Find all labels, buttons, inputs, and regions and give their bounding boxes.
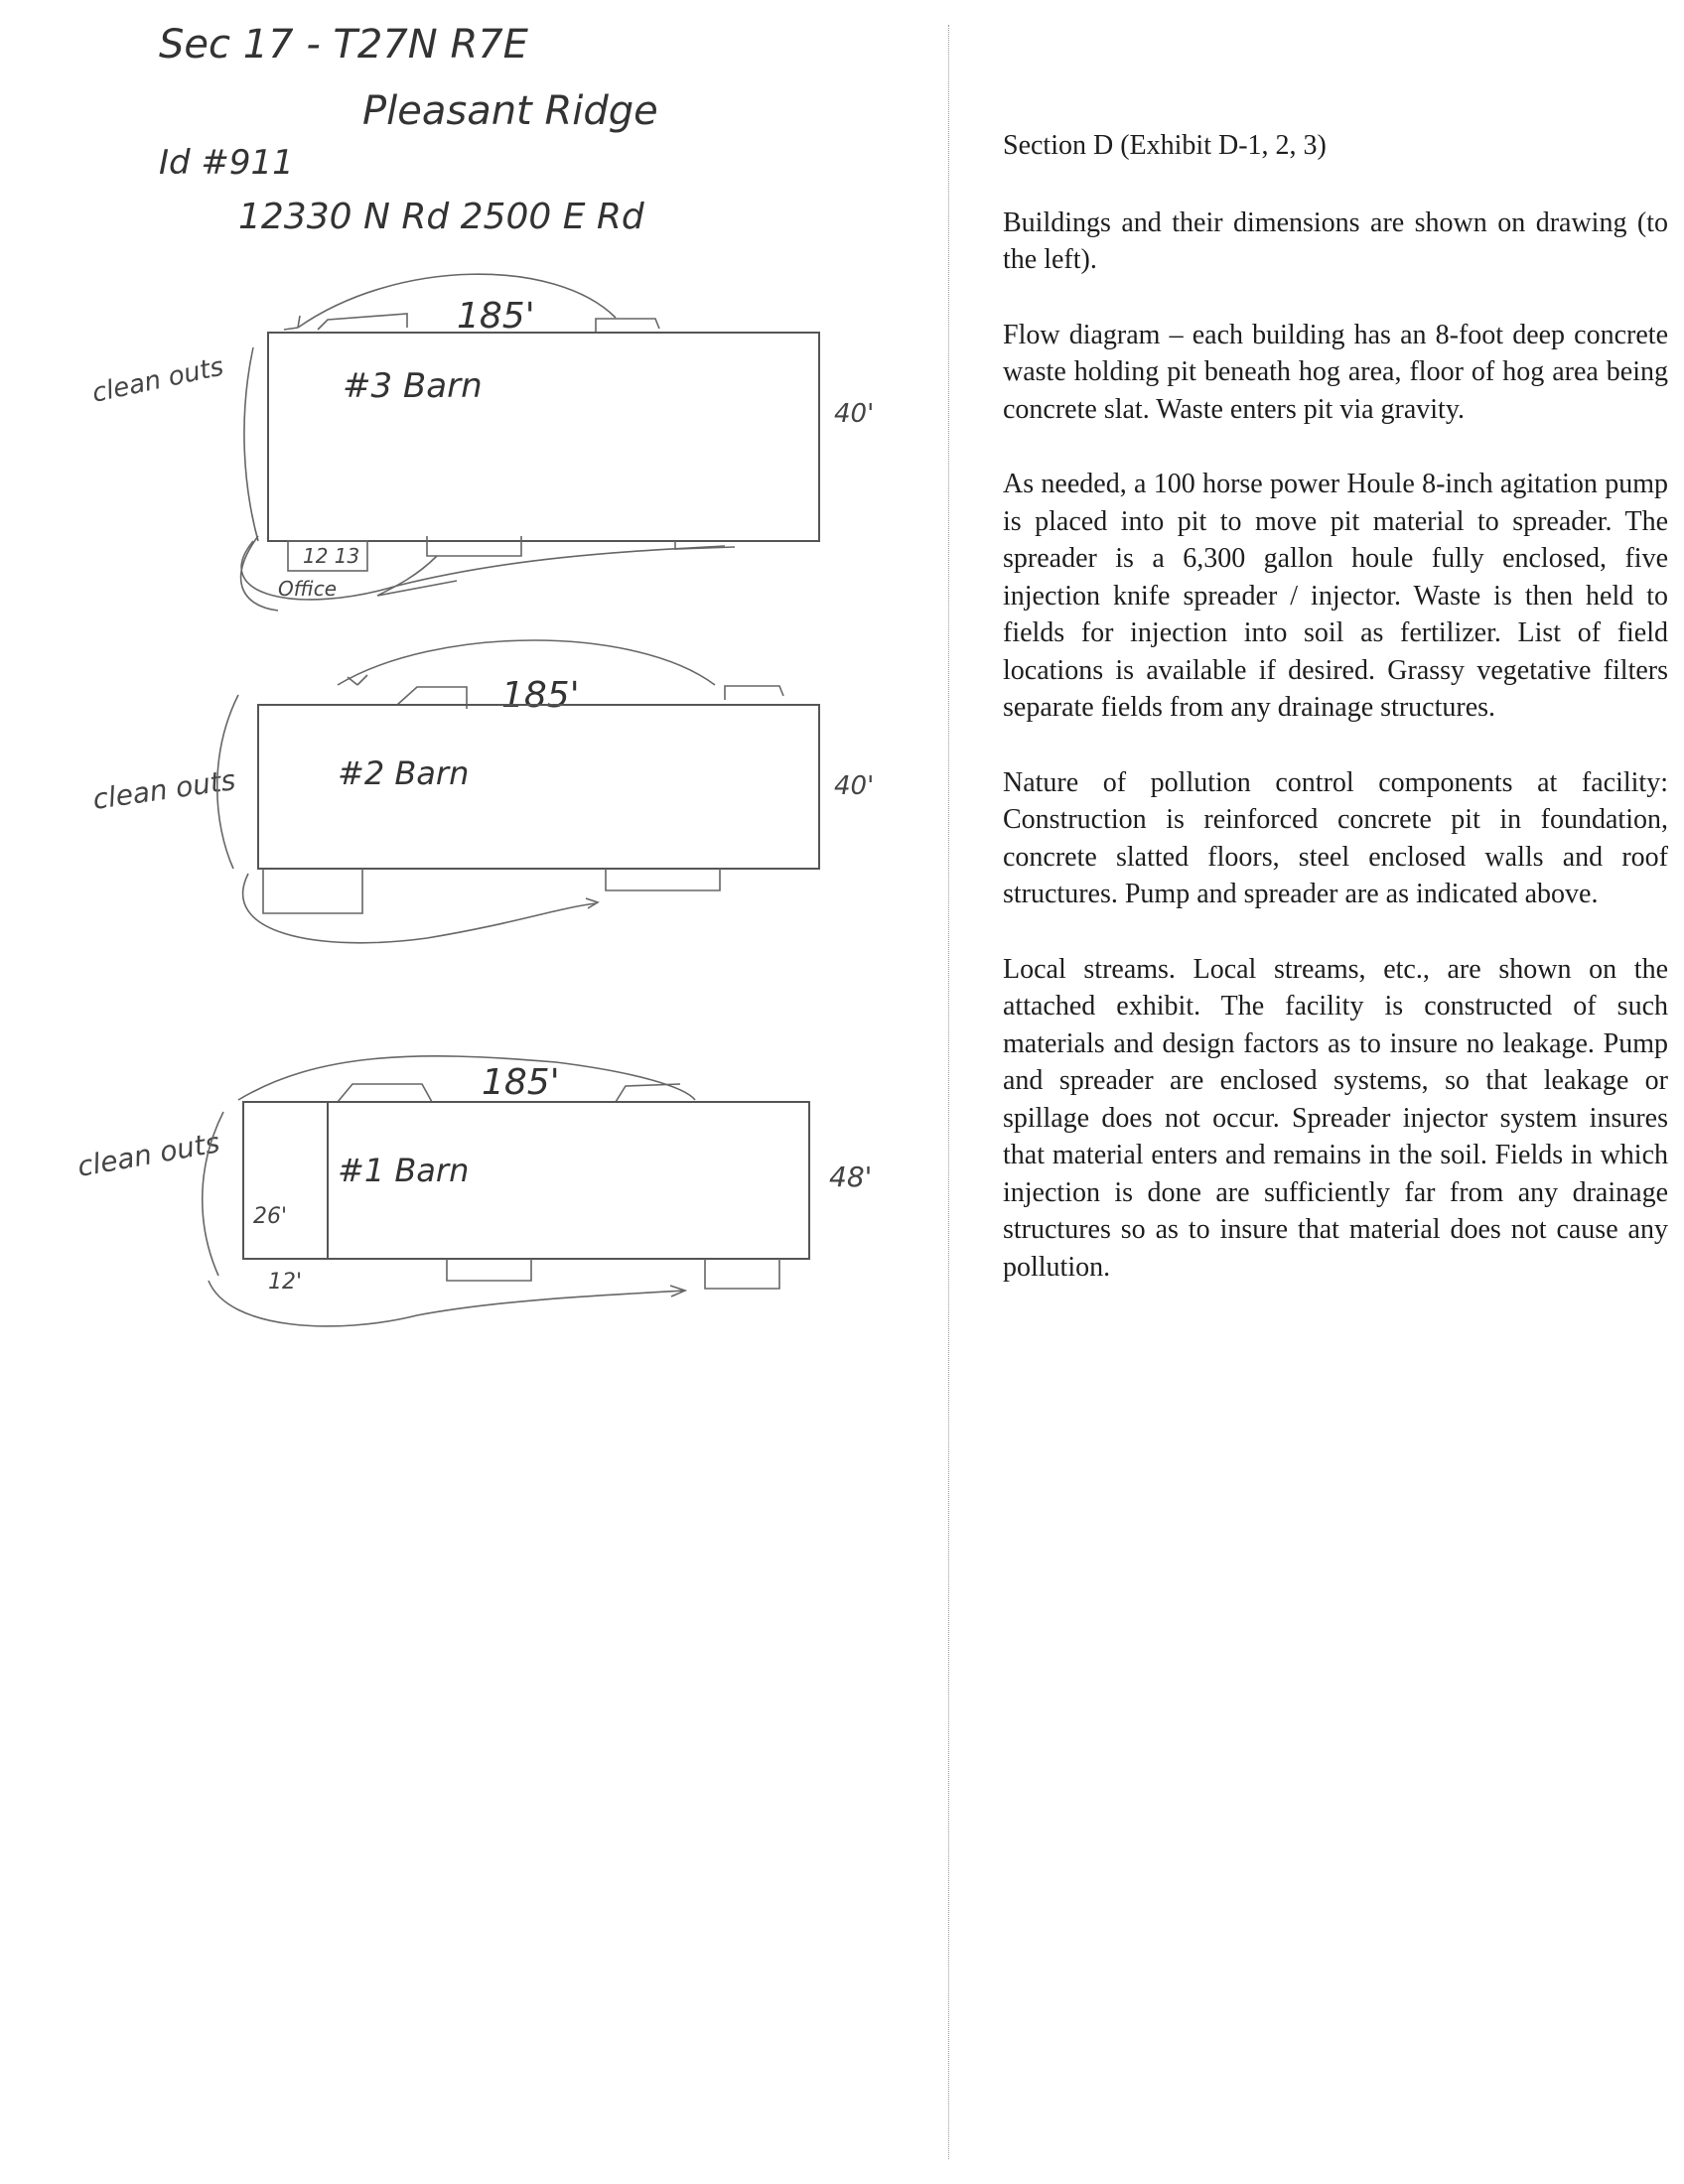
section-heading: Section D (Exhibit D-1, 2, 3) [1003,130,1327,161]
barn-2-length: 185' [501,675,580,716]
barn-3-sketch [89,274,874,611]
barn-1-length: 185' [482,1062,560,1103]
paragraph-pollution-control: Nature of pollution control components at facility: Construction is reinforced concrete pit in foundation, concrete slatted floors, steel enclosed walls and roof structures. Pump and spreader are as indicated above. [1003,766,1668,909]
paragraph-local-streams: Local streams. Local streams, etc., are shown on the attached exhibit. The facility is constructed of such materials and design factors as to insure no leakage. Pump and spreader are enclosed systems, so that leakage or spillage does not occur. Spreader injector system insures that material enters and remains in the soil. Fields in which injection is done are sufficiently far from any drainage structures so as to insure that material does not cause any pollution. [1003,953,1668,1283]
barn-2-width: 40' [834,771,875,801]
barn-1-cleanouts: clean outs [74,1126,222,1183]
paragraph-flow-diagram: Flow diagram – each building has an 8-foot deep concrete waste holding pit beneath hog area, floor of hog area being concrete slat. Waste enters pit via gravity. [1003,319,1668,425]
paragraph-buildings: Buildings and their dimensions are shown on drawing (to the left). [1003,206,1668,275]
flow-arrow [238,1056,695,1100]
barn-3-outline [268,333,819,541]
barn-3-width: 40' [834,399,875,429]
barn-1-annex-width: 26' [253,1204,288,1229]
page-fold-line [948,25,949,2159]
barn-2-cleanouts: clean outs [90,763,238,816]
barn-1-annex-depth: 12' [268,1270,303,1295]
barn-3-length: 185' [457,296,535,337]
id-number-note: Id #911 [159,143,294,183]
flow-arrow [243,874,596,943]
section-township-note: Sec 17 - T27N R7E [159,22,528,68]
barn-2-sketch [90,640,874,943]
barn-3-label: #3 Barn [343,366,483,406]
barn-1-label: #1 Barn [338,1152,470,1189]
barn-1-sketch [74,1056,872,1326]
barn-1-width: 48' [829,1160,873,1193]
paragraph-pump-spreader: As needed, a 100 horse power Houle 8-inch agitation pump is placed into pit to move pit material to spreader. The spreader is a 6,300 gallon houle fully enclosed, five injection knife spreader / injector. Waste is then held to fields for injection into soil as fertilizer. List of field locations is available if desired. Grassy vegetative filters separate fields from any drainage structures. [1003,469,1668,723]
barn-3-office-label: Office [278,577,338,601]
barn-3-cleanouts: clean outs [89,351,226,409]
barn-2-label: #2 Barn [338,754,470,792]
narrative-text [1003,127,1668,1323]
location-name-note: Pleasant Ridge [362,88,658,134]
barn-3-office-dims: 12 13 [303,544,360,568]
address-note: 12330 N Rd 2500 E Rd [238,197,644,237]
